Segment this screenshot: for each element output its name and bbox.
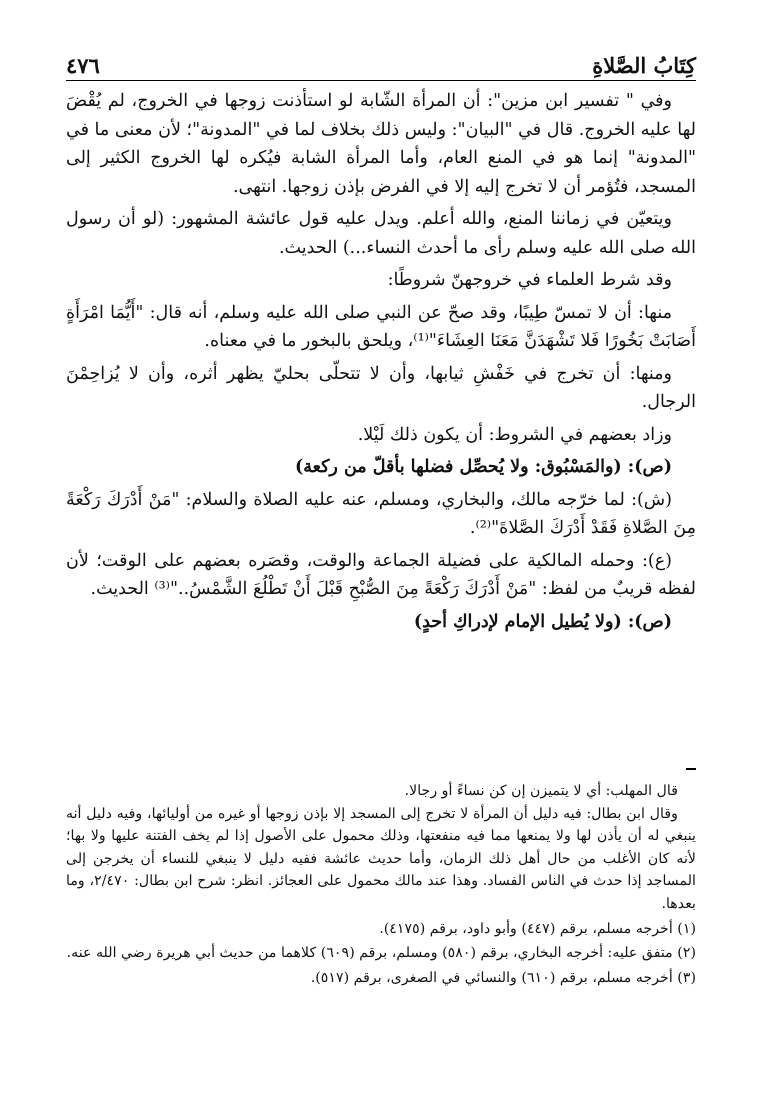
- text-quote: (ص): (والمَسْبُوق: ولا يُحصِّل فضلها بأقلّ من ركعة): [294, 457, 672, 477]
- commentary-note: قال المهلب: أي لا يتميزن إن كن نساءً أو رجالا.: [404, 783, 678, 799]
- footnotes-area: [66, 780, 696, 989]
- chapter-title: كِتَابُ الصَّلاةِ: [592, 53, 696, 78]
- text-quote: (ص): (ولا يُطيل الإمام لإدراكِ أحدٍ): [413, 611, 672, 632]
- footnote: (١) أخرجه مسلم، برقم (٤٤٧) وأبو داود، برقم (٤١٧٥).: [379, 920, 696, 937]
- paragraph: ومنها: أن تخرج في خَفْشِ ثيابها، وأن لا تتحلّى بحليّ يظهر أثره، وأن لا يُزاحِمْنَ الرجال.: [66, 363, 696, 412]
- paragraph: (ع): وحمله المالكية على فضيلة الجماعة والوقت، وقصَره بعضهم على الوقت؛ لأن لفظه قريبٌ من لفظ: "مَنْ أَدْرَكَ رَكْعَةً مِنَ الصُّبْحِ قَبْلَ أَنْ تَطْلُعَ الشَّمْسُ.."⁽³⁾ الحديث.: [66, 550, 696, 599]
- page-number: ٤٧٦: [66, 53, 100, 78]
- footnote: (٣) أخرجه مسلم، برقم (٦١٠) والنسائي في الصغرى، برقم (٥١٧).: [310, 969, 696, 986]
- commentary-note: وقال ابن بطال: فيه دليل أن المرأة لا تخرج إلى المسجد إلا بإذن زوجها أو غيره من أوليائها، وفيه دليل أنه ينبغي له أن يأذن لها ولا يمنعها مما فيه منفعتها، وذلك محمول على الأصول إذا لم يخف الفتنة عليها ولا بها؛ لأنه كان الأغلب من حال أهل ذلك الزمان، وأما حديث عائشة ففيه دليل لا ينبغي للنساء أن يخرجن إلى المساجد إذا حدث في الناس الفساد. وهذا عند مالك محمول على العجائز. انظر: شرح ابن بطال: ٢/٤٧٠، وما بعدها.: [66, 805, 696, 912]
- paragraph: وفي " تفسير ابن مزين": أن المرأة الشّابة لو استأذنت زوجها في الخروج، لم يُقْضَ لها عليه الخروج. قال في "البيان": وليس ذلك بخلاف لما في "المدونة"؛ لأن معنى ما في "المدونة" إنما هو في المنع العام، وأما المرأة الشابة فيُكره لها الخروج الكثير إلى المسجد، فتُؤمر أن لا تخرج إليه إلا في الفرض بإذن زوجها. انتهى.: [66, 91, 696, 197]
- paragraph: منها: أن لا تمسّ طِيبًا، وقد صحّ عن النبي صلى الله عليه وسلم، أنه قال: "أَيُّمَا امْرَأَةٍ أَصَابَتْ بَخُورًا فَلا تَشْهَدَنَّ مَعَنَا العِشَاءَ"⁽¹⁾، ويلحق بالبخور ما في معناه.: [66, 302, 696, 351]
- paragraph: وقد شرط العلماء في خروجهنّ شروطًا:: [387, 270, 672, 290]
- paragraph: (ش): لما خرّجه مالك، والبخاري، ومسلم، عنه عليه الصلاة والسلام: "مَنْ أَدْرَكَ رَكْعَةً مِنَ الصَّلاةِ فَقَدْ أَدْرَكَ الصَّلاةَ"⁽²⁾.: [66, 489, 696, 538]
- paragraph: ويتعيّن في زماننا المنع، والله أعلم. ويدل عليه قول عائشة المشهور: (لو أن رسول الله صلى الله عليه وسلم رأى ما أحدث النساء...) الحديث.: [66, 209, 696, 258]
- header-rule: [66, 80, 696, 81]
- footnote-separator: [686, 768, 696, 770]
- paragraph: وزاد بعضهم في الشروط: أن يكون ذلك لَيْلا.: [357, 424, 672, 445]
- footnote: (٢) متفق عليه: أخرجه البخاري، برقم (٥٨٠) ومسلم، برقم (٦٠٩) كلاهما من حديث أبي هريرة رضي الله عنه.: [66, 945, 696, 962]
- running-header: [66, 42, 696, 78]
- main-text: [66, 87, 696, 640]
